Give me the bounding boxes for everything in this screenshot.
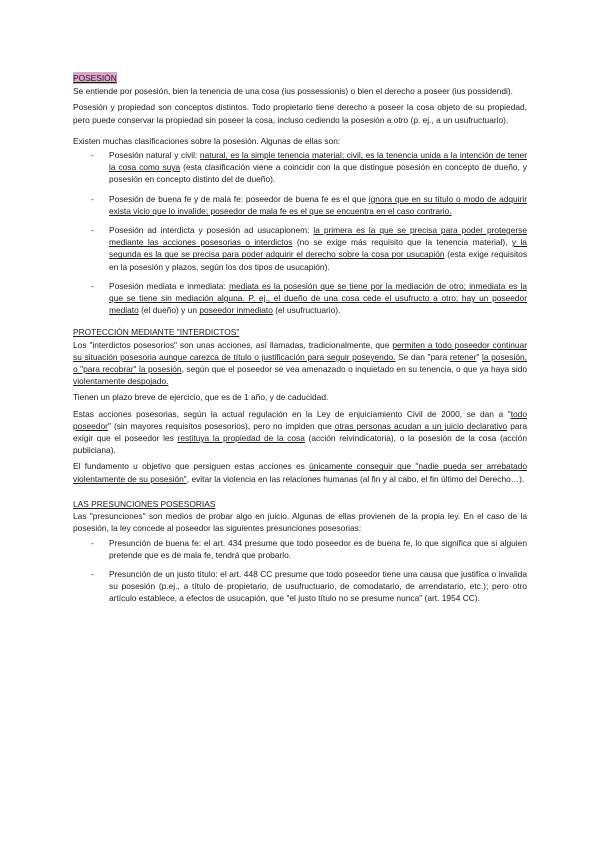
paragraph: Tienen un plazo breve de ejercicio, que es de 1 año, y de caducidad. [73,392,329,403]
list-item: - Posesión de buena fe y de mala fe: poseedor de buena fe es el que ignora que en su título o modo de adquirir exista vicio que lo invalide; poseedor de mala fe es el que se encuentra en el caso contrario. [73,193,527,217]
paragraph: El fundamento u objetivo que persiguen estas acciones es únicamente conseguir que "nadie pueda ser arrebatado violentamente de su posesión", evitar la violencia en las relaciones humanas (al fin y al cabo, el fin último del Derecho…). [73,461,527,484]
section-interdictos [73,326,527,484]
list-item: - Posesión ad interdicta y posesión ad usucapionem: la primera es la que se precisa para poder protegerse mediante las acciones posesorias o interdictos (no se exige más requisito que la tenencia material), y la segunda es la que se precisa para poder adquirir el derecho sobre la cosa por usucapión (esta exige requisitos en la posesión y plazos, según los dos tipos de usucapión). [73,224,527,273]
paragraph: Los "interdictos posesorios" son unas acciones, así llamadas, tradicionalmente, que permiten a todo poseedor continuar su situación posesoria aunque carezca de título o justificación para seguir poseyendo. Se dan "para retener" la posesión, o "para recobrar" la posesión, según que el poseedor se vea amenazado o inquietado en su tenencia, o que ya haya sido violentamente despojado. [73,339,528,387]
paragraph: Las "presunciones" son medios de probar algo en juicio. Algunas de ellas provienen de la propia ley. En el caso de la posesión, la ley concede al poseedor las siguientes presunciones posesorias: [73,511,527,534]
list-item: - Presunción de un justo título: el art. 448 CC presume que todo poseedor tiene una causa que justifica o invalida su posesión (p.ej., a título de propietario, de usufructuario, de comodatario, de arrendatario, etc.); pero otro artículo establece, a efectos de usucapión, que "el justo título no se presume nunca" (art. 1954 CC). [73,568,527,605]
paragraph: Estas acciones posesorias, según la actual regulación en la Ley de enjuiciamiento Civil de 2000, se dan a "todo poseedor" (sin mayores requisitos posesorios), pero no impiden que otras personas acudan a un juicio declarativo para exigir que el poseedor les restituya la propiedad de la cosa (acción reivindicatoria), o la posesión de la cosa (acción publiciana). [73,408,527,456]
paragraph: Posesión y propiedad son conceptos distintos. Todo propietario tiene derecho a poseer la cosa objeto de su propiedad, pero puede conservar la propiedad sin poseer la cosa, incluso cediendo la posesión a otro (p. ej., a un usufructuario). [73,102,527,125]
section-title: LAS PRESUNCIONES POSESORIAS [73,498,216,509]
classification-list [73,149,527,316]
section-posesion [73,72,527,316]
section-title: POSESIÓN [73,73,117,83]
list-item: - Posesión mediata e inmediata: mediata es la posesión que se tiene por la mediación de otro; inmediata es la que se tiene sin mediación alguna. P. ej., el dueño de una cosa cede el usufructo a otro; hay un poseedor mediato (el dueño) y un poseedor inmediato (el usufructuario). [73,280,527,317]
paragraph: Existen muchas clasificaciones sobre la posesión. Algunas de ellas son: [73,135,341,146]
paragraph: Se entiende por posesión, bien la tenencia de una cosa (ius possessionis) o bien el derecho a poseer (ius possidendi). [73,86,513,97]
list-item: - Posesión natural y civil: natural, es la simple tenencia material; civil, es la tenencia unida a la intención de tener la cosa como suya (esta clasificación viene a coincidir con la que distingue posesión en concepto de dueño, y posesión en concepto distinto del de dueño). [73,149,527,186]
section-title: PROTECCIÓN MEDIANTE "INTERDICTOS" [73,327,240,338]
presumption-list [73,537,527,605]
section-presunciones [73,498,527,605]
list-item: - Presunción de buena fe: el art. 434 presume que todo poseedor es de buena fe, lo que significa que si alguien pretende que es de mala fe, tendrá que probarlo. [73,537,527,561]
